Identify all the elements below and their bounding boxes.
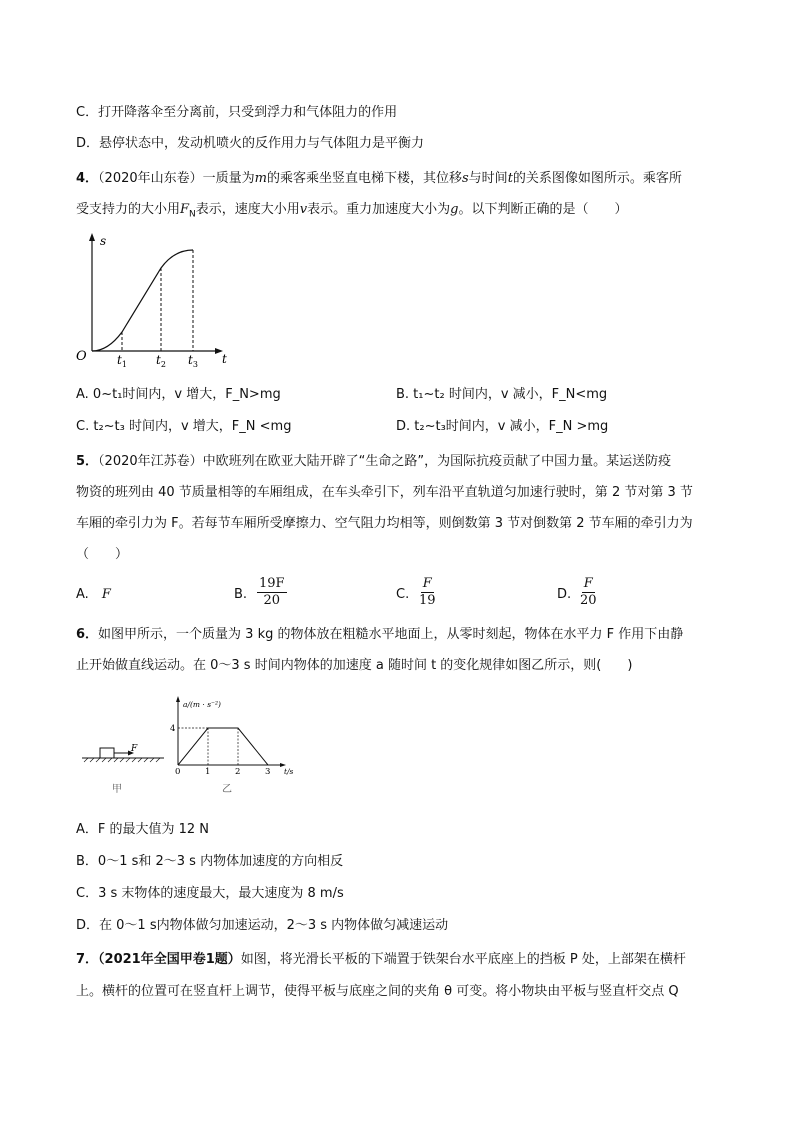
q4-option-a: A. 0~t₁时间内，v 增大，F_N>mg	[76, 387, 281, 402]
q4-var-v: v	[299, 202, 308, 217]
q5-option-b-label: B.	[234, 587, 248, 602]
q5-option-b-numerator: 19F	[259, 576, 285, 591]
q6-line-2: 止开始做直线运动。在 0～3 s 时间内物体的加速度 a 随时间 t 的变化规律如图乙所示，则( )	[76, 658, 633, 673]
q4-tick-t2: $t_2$	[156, 353, 166, 369]
q4-option-b: B. t₁~t₂ 时间内，v 减小，F_N<mg	[396, 387, 608, 402]
q6-force-label: F	[131, 744, 138, 754]
q5-option-d-numerator: F	[583, 576, 593, 591]
q4-tick-t1: $t_1$	[117, 353, 127, 369]
q6-yi-x-tick-1: 1	[205, 767, 211, 777]
q6-yi-y-label: a/(m · s⁻²)	[183, 700, 221, 709]
q7-line-1	[76, 950, 686, 970]
q5-option-a-label: A.	[76, 587, 89, 602]
q4-text: 表示。重力加速度大小为	[307, 202, 451, 217]
q6-line-1	[76, 625, 683, 645]
q6-yi-x-tick-0: 0	[175, 767, 181, 777]
q4-line-1	[76, 169, 682, 189]
q4-tick-t3: $t_3$	[188, 353, 198, 369]
q5-line-1	[76, 452, 671, 472]
q5-option-d-denominator: 20	[580, 593, 597, 608]
q6-yi-x-label: t/s	[284, 767, 294, 776]
q4-var-m: m	[254, 171, 267, 186]
q6-yi-x-tick-2: 2	[235, 767, 241, 777]
q6-text-1: 如图甲所示，一个质量为 3 kg 的物体放在粗糙水平地面上，从零时刻起，物体在水平力 F 作用下由静	[98, 627, 684, 642]
q6-yi-a-t-curve	[178, 728, 268, 765]
q4-var-fn-sub: N	[189, 209, 196, 220]
q4-source: （2020年山东卷）	[98, 171, 203, 186]
q4-y-arrow-icon	[89, 233, 95, 241]
q6-option-a: A．F 的最大值为 12 N	[76, 822, 210, 837]
q4-text: 表示，速度大小用	[195, 202, 300, 217]
q5-option-b-fraction	[257, 576, 287, 609]
q7-source: （2021年全国甲卷1题）	[98, 952, 241, 967]
q5-option-c-fraction	[419, 576, 436, 609]
prev-option-c: C．打开降落伞至分离前，只受到浮力和气体阻力的作用	[76, 105, 398, 120]
q4-var-t: t	[507, 171, 513, 186]
q4-var-fn: F	[180, 202, 190, 217]
q5-text-1: （2020年江苏卷）中欧班列在欧亚大陆开辟了“生命之路”，为国际抗疫贡献了中国力量。某运送防疫	[98, 454, 672, 469]
q7-number: 7．	[76, 952, 99, 967]
q4-s-t-graph	[76, 230, 246, 370]
q6-caption-jia: 甲	[112, 784, 122, 795]
q4-text: 一质量为	[202, 171, 255, 186]
q5-number: 5．	[76, 454, 99, 469]
q4-option-d: D. t₂~t₃时间内，v 减小，F_N >mg	[396, 419, 609, 434]
q5-line-2: 物资的班列由 40 节质量相等的车厢组成，在车头牵引下，列车沿平直轨道匀加速行驶时，第 2 节对第 3 节	[76, 485, 693, 500]
q5-option-a	[76, 585, 111, 605]
q4-y-axis-label: s	[100, 234, 107, 248]
q6-option-b: B．0～1 s和 2～3 s 内物体加速度的方向相反	[76, 854, 344, 869]
q6-caption-yi: 乙	[222, 784, 232, 795]
q6-figure-yi	[166, 694, 306, 798]
q5-option-b-denominator: 20	[263, 593, 281, 608]
q6-figure-jia	[82, 740, 172, 796]
q4-text: 与时间	[468, 171, 508, 186]
q5-line-3: 车厢的牵引力为 F。若每节车厢所受摩擦力、空气阻力均相等，则倒数第 3 节对倒数第 2 节车厢的牵引力为	[76, 516, 693, 531]
q4-origin-label: O	[76, 349, 87, 364]
q4-text: 受支持力的大小用	[76, 202, 181, 217]
q4-text: 的关系图像如图所示。乘客所	[512, 171, 682, 186]
q4-var-s: s	[462, 171, 469, 186]
q6-yi-y-arrow-icon	[176, 696, 180, 702]
q5-option-c-numerator: F	[422, 576, 432, 591]
q4-s-t-curve	[92, 250, 193, 351]
q4-option-c: C. t₂~t₃ 时间内，v 增大，F_N <mg	[76, 419, 292, 434]
q5-option-d-fraction	[580, 576, 597, 609]
q6-block	[100, 748, 114, 758]
q5-option-d-label: D.	[557, 587, 572, 602]
q4-var-g: g	[450, 202, 459, 217]
q7-line-2: 上。横杆的位置可在竖直杆上调节，使得平板与底座之间的夹角 θ 可变。将小物块由平板与竖直杆交点 Q	[76, 984, 679, 999]
q6-yi-y-tick-4: 4	[170, 724, 176, 734]
q6-option-c: C．3 s 末物体的速度最大，最大速度为 8 m/s	[76, 886, 344, 901]
q6-option-d: D．在 0～1 s内物体做匀加速运动，2～3 s 内物体做匀减速运动	[76, 918, 449, 933]
q6-yi-x-tick-3: 3	[265, 767, 271, 777]
q7-text-1: 如图，将光滑长平板的下端置于铁架台水平底座上的挡板 P 处，上部架在横杆	[240, 952, 686, 967]
q5-option-c-label: C.	[396, 587, 410, 602]
q4-text: 的乘客乘坐竖直电梯下楼，其位移	[266, 171, 462, 186]
q5-option-a-value: F	[101, 587, 111, 602]
prev-option-d: D．悬停状态中，发动机喷火的反作用力与气体阻力是平衡力	[76, 136, 425, 151]
q5-line-4: （ ）	[76, 547, 129, 562]
q4-number: 4．	[76, 171, 99, 186]
q5-option-c-denominator: 19	[419, 593, 436, 608]
q4-line-2	[76, 200, 628, 225]
q6-ground-hatching	[84, 758, 160, 762]
q6-number: 6．	[76, 627, 99, 642]
q4-text: 。以下判断正确的是（ ）	[458, 202, 628, 217]
q4-x-axis-label: t	[222, 352, 227, 366]
